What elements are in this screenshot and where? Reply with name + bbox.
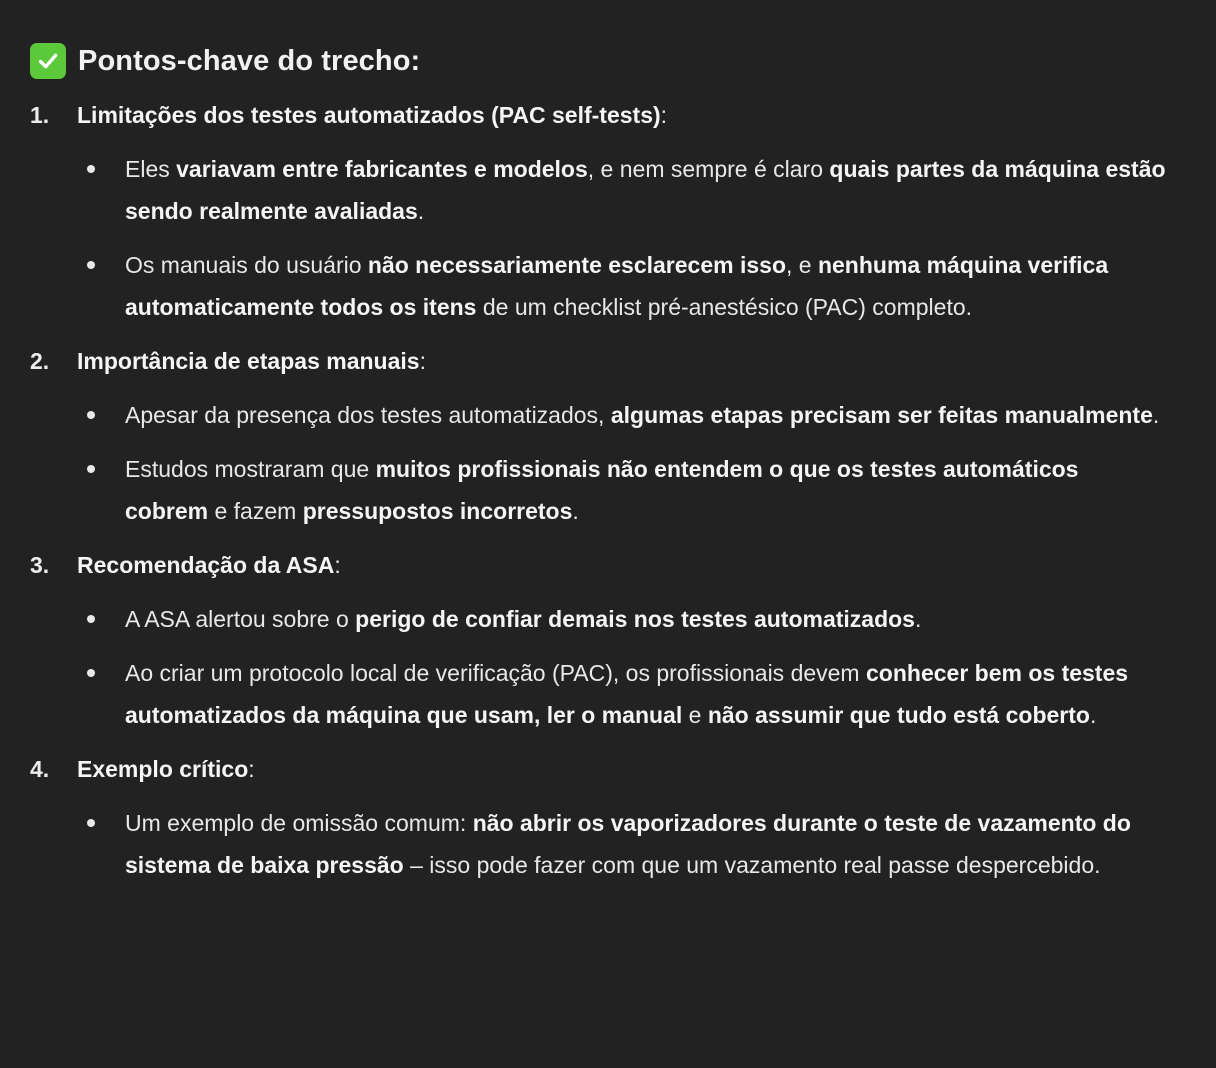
list-item bbox=[30, 544, 1186, 736]
text-segment: . bbox=[1152, 402, 1160, 428]
text-segment: . bbox=[417, 198, 425, 224]
list-item-title-suffix: : bbox=[660, 102, 668, 128]
text-segment: A ASA alertou sobre o bbox=[125, 606, 356, 632]
list-item-number: 3. bbox=[30, 552, 50, 578]
text-segment: Os manuais do usuário bbox=[125, 252, 368, 278]
bullet-dot-icon bbox=[87, 819, 95, 827]
text-segment: Ao criar um protocolo local de verificação (PAC), os profissionais devem bbox=[125, 660, 866, 686]
bullet-item bbox=[30, 598, 1186, 640]
bullet-list bbox=[30, 598, 1186, 736]
text-segment: e fazem bbox=[208, 498, 303, 524]
check-mark-button-icon bbox=[30, 43, 66, 79]
bullet-list bbox=[30, 394, 1186, 532]
text-segment: de um checklist pré-anestésico (PAC) completo. bbox=[476, 294, 973, 320]
bold-text: pressupostos incorretos bbox=[302, 498, 573, 524]
section-heading-text: Pontos-chave do trecho: bbox=[78, 44, 421, 77]
list-item-title-text: Exemplo crítico bbox=[77, 756, 249, 782]
bullet-dot-icon bbox=[87, 669, 95, 677]
bullet-item bbox=[30, 802, 1186, 886]
bullet-item bbox=[30, 652, 1186, 736]
list-item-title-text: Recomendação da ASA bbox=[77, 552, 335, 578]
bullet-list bbox=[30, 802, 1186, 886]
bullet-item bbox=[30, 448, 1186, 532]
text-segment: , e bbox=[786, 252, 818, 278]
bold-text: variavam entre fabricantes e modelos bbox=[176, 156, 588, 182]
text-segment: Eles bbox=[125, 156, 177, 182]
bullet-dot-icon bbox=[87, 165, 95, 173]
list-item bbox=[30, 340, 1186, 532]
list-item-title bbox=[77, 340, 426, 382]
text-segment: – isso pode fazer com que um vazamento real passe despercebido. bbox=[403, 852, 1101, 878]
list-item-number: 2. bbox=[30, 348, 50, 374]
bold-text: algumas etapas precisam ser feitas manualmente bbox=[610, 402, 1153, 428]
bold-text: nenhuma máquina verifica automaticamente todos os itens bbox=[125, 252, 1109, 320]
text-segment: Apesar da presença dos testes automatizados, bbox=[125, 402, 611, 428]
section-heading bbox=[30, 38, 1186, 84]
bullet-item bbox=[30, 394, 1186, 436]
bold-text: não assumir que tudo está coberto bbox=[707, 702, 1090, 728]
list-item-title-text: Importância de etapas manuais bbox=[77, 348, 420, 374]
bold-text: não abrir os vaporizadores durante o teste de vazamento do sistema de baixa pressão bbox=[125, 810, 1131, 878]
bullet-list bbox=[30, 148, 1186, 328]
list-item-header bbox=[30, 544, 1186, 586]
list-item-title bbox=[77, 544, 341, 586]
bullet-item bbox=[30, 148, 1186, 232]
key-points-list bbox=[30, 94, 1186, 886]
bold-text: quais partes da máquina estão sendo realmente avaliadas bbox=[125, 156, 1166, 224]
list-item-header bbox=[30, 748, 1186, 790]
list-item-title bbox=[77, 94, 667, 136]
list-item-header bbox=[30, 94, 1186, 136]
bold-text: conhecer bem os testes automatizados da máquina que usam, ler o manual bbox=[125, 660, 1129, 728]
bold-text: perigo de confiar demais nos testes automatizados bbox=[355, 606, 915, 632]
bullet-item bbox=[30, 244, 1186, 328]
list-item-header bbox=[30, 340, 1186, 382]
list-item-title bbox=[77, 748, 255, 790]
bullet-dot-icon bbox=[87, 411, 95, 419]
text-segment: , e nem sempre é claro bbox=[587, 156, 830, 182]
list-item-title-suffix: : bbox=[419, 348, 426, 374]
text-segment: . bbox=[572, 498, 579, 524]
list-item bbox=[30, 748, 1186, 886]
bullet-dot-icon bbox=[87, 615, 95, 623]
list-item-number: 1. bbox=[30, 102, 50, 128]
list-item-number: 4. bbox=[30, 756, 50, 782]
bullet-dot-icon bbox=[87, 261, 95, 269]
list-item bbox=[30, 94, 1186, 328]
text-segment: Um exemplo de omissão comum: bbox=[125, 810, 473, 836]
list-item-title-suffix: : bbox=[334, 552, 341, 578]
text-segment: e bbox=[682, 702, 708, 728]
list-item-title-text: Limitações dos testes automatizados (PAC self-tests) bbox=[77, 102, 661, 128]
text-segment: . bbox=[914, 606, 922, 632]
bold-text: muitos profissionais não entendem o que os testes automáticos cobrem bbox=[125, 456, 1079, 524]
bullet-dot-icon bbox=[87, 465, 95, 473]
bold-text: não necessariamente esclarecem isso bbox=[367, 252, 786, 278]
text-segment: Estudos mostraram que bbox=[125, 456, 376, 482]
text-segment: . bbox=[1089, 702, 1097, 728]
list-item-title-suffix: : bbox=[248, 756, 255, 782]
